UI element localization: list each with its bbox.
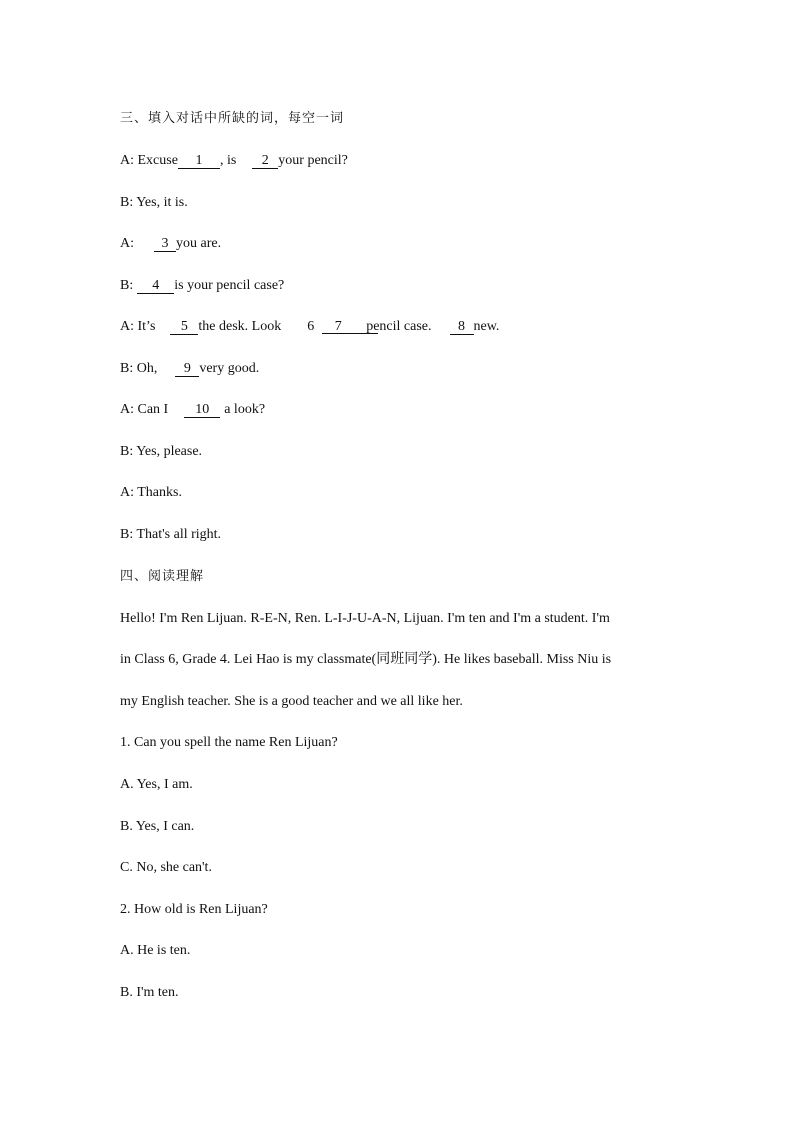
dialogue-text: is your pencil case? (174, 278, 285, 293)
passage-line-3: my English teacher. She is a good teacher and we all like her. (120, 694, 463, 709)
dialogue-line-3 (120, 235, 221, 253)
section-4-title: 四、阅读理解 (120, 569, 205, 584)
blank-6-7-underline (322, 333, 378, 334)
dialogue-text: A: Excuse (120, 153, 178, 168)
blank-5: 5 (170, 319, 198, 335)
dialogue-text: A: It’s (120, 319, 156, 334)
blank-10: 10 (184, 402, 220, 418)
question-2-option-b: B. I'm ten. (120, 985, 179, 1000)
dialogue-line-5 (120, 318, 499, 336)
dialogue-text: , is (219, 153, 237, 168)
passage-line-2: in Class 6, Grade 4. Lei Hao is my classmate(同班同学). He likes baseball. Miss Niu is (120, 652, 612, 667)
dialogue-text: pencil case. (366, 319, 432, 334)
dialogue-line-7 (120, 401, 265, 419)
question-2-option-a: A. He is ten. (120, 943, 191, 958)
blank-2: 2 (252, 153, 278, 169)
dialogue-line-9: A: Thanks. (120, 485, 182, 500)
dialogue-text: A: (120, 236, 134, 251)
dialogue-line-2: B: Yes, it is. (120, 195, 188, 210)
dialogue-text: the desk. Look (198, 319, 282, 334)
question-2: 2. How old is Ren Lijuan? (120, 902, 268, 917)
passage-line-1: Hello! I'm Ren Lijuan. R-E-N, Ren. L-I-J-U-A-N, Lijuan. I'm ten and I'm a student. I'm (120, 611, 610, 626)
dialogue-line-10: B: That's all right. (120, 527, 222, 542)
dialogue-text: B: (120, 278, 134, 293)
dialogue-text: very good. (199, 361, 260, 376)
dialogue-text: new. (473, 319, 500, 334)
question-1-option-c: C. No, she can't. (120, 860, 212, 875)
dialogue-line-4 (120, 277, 284, 295)
blank-1: 1 (178, 153, 220, 169)
dialogue-text: B: Oh, (120, 361, 158, 376)
dialogue-text: a look? (224, 402, 266, 417)
blank-7: 7 (334, 319, 342, 334)
blank-3: 3 (154, 236, 176, 252)
dialogue-text: your pencil? (278, 153, 348, 168)
blank-8: 8 (450, 319, 474, 335)
dialogue-line-8: B: Yes, please. (120, 444, 203, 459)
question-1: 1. Can you spell the name Ren Lijuan? (120, 735, 338, 750)
question-1-option-b: B. Yes, I can. (120, 819, 195, 834)
blank-9: 9 (175, 361, 199, 377)
section-3-title: 三、填入对话中所缺的词，每空一词 (120, 111, 345, 126)
dialogue-text: A: Can I (120, 402, 169, 417)
question-1-option-a: A. Yes, I am. (120, 777, 193, 792)
dialogue-line-1 (120, 152, 348, 170)
blank-6: 6 (307, 319, 315, 334)
blank-4: 4 (137, 278, 174, 294)
dialogue-text: you are. (176, 236, 222, 251)
dialogue-line-6 (120, 360, 259, 378)
